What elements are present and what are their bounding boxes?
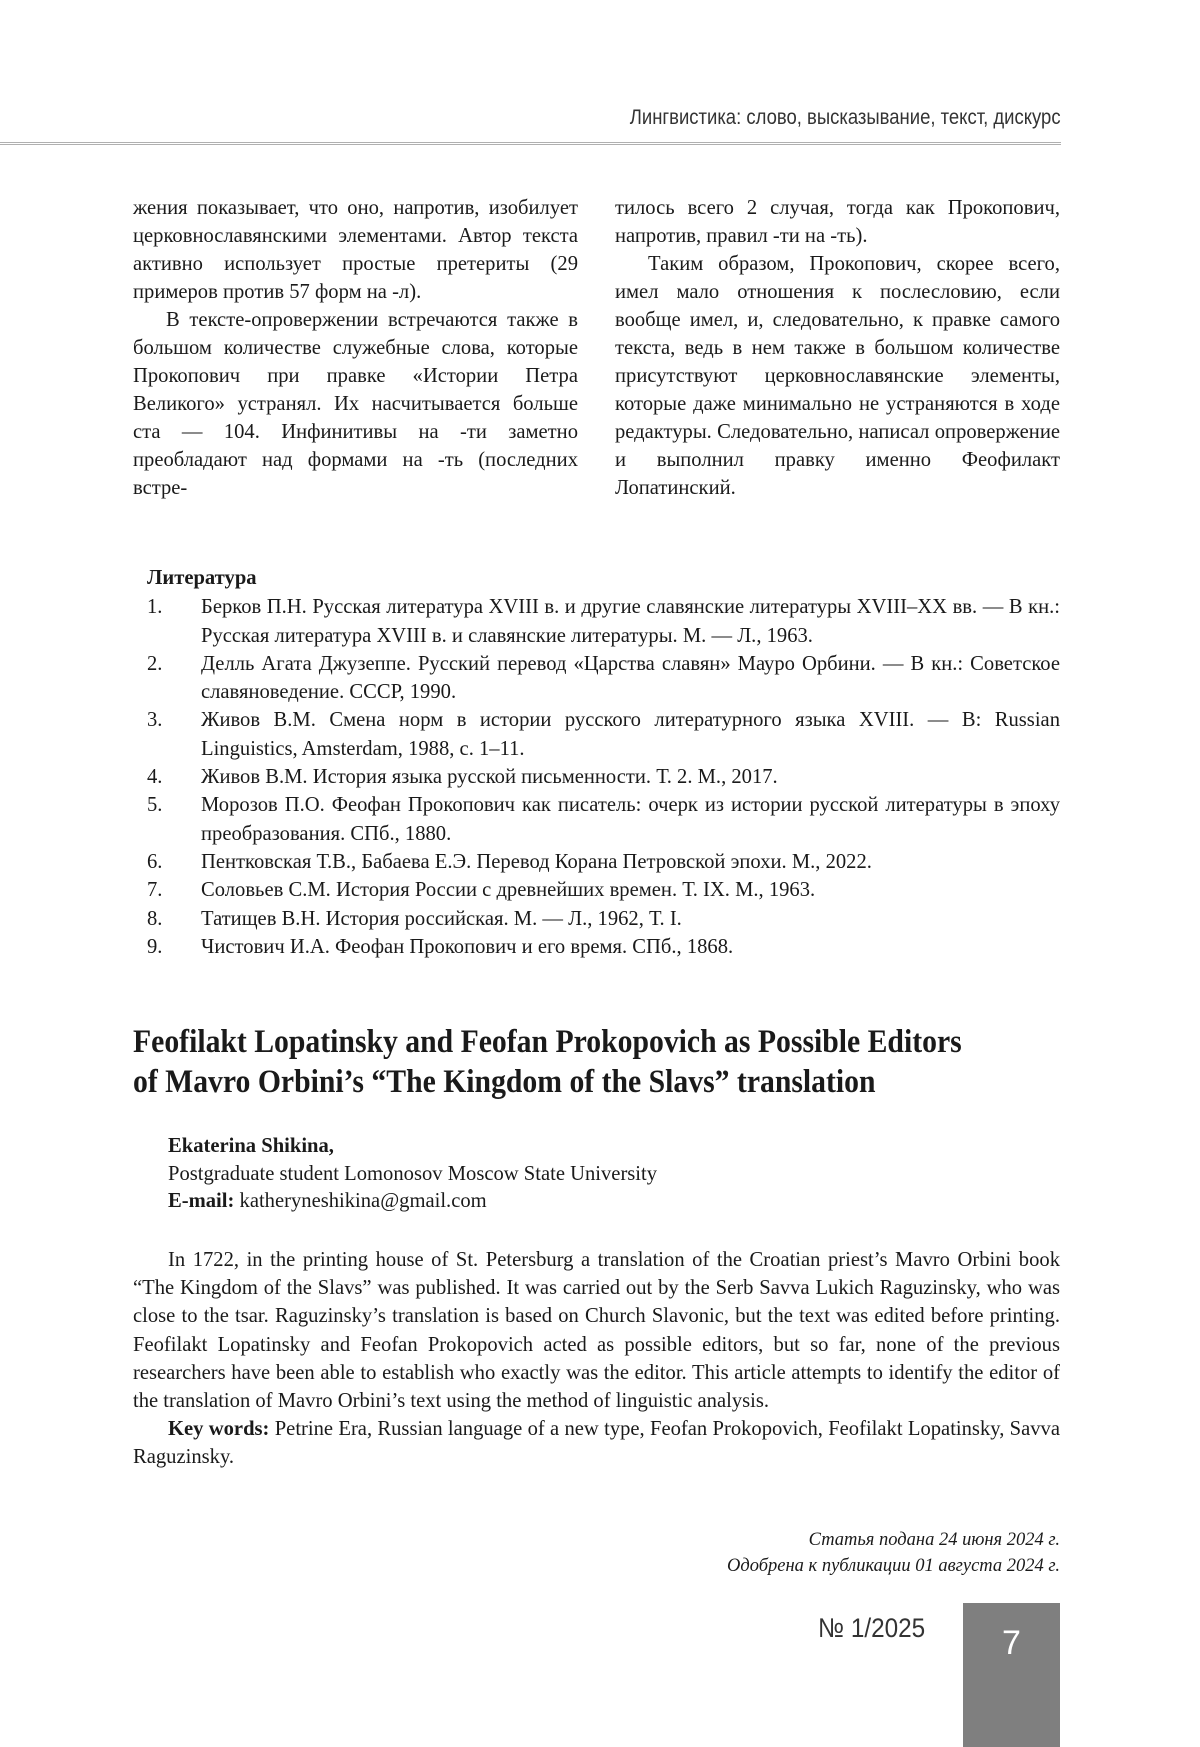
keywords-text: Petrine Era, Russian language of a new type, Feofan Prokopovich, Feofilakt Lopatinsky, Savva Raguzinsky. bbox=[133, 1418, 1060, 1469]
author-affiliation: Postgraduate student Lomonosov Moscow State University bbox=[168, 1162, 658, 1185]
reference-text: Берков П.Н. Русская литература XVIII в. и другие славянские литературы XVIII–XX вв. — В кн.: Русская литература XVIII в. и славянские литературы. М. — Л., 1963. bbox=[201, 596, 1060, 647]
reference-number: 1. bbox=[147, 596, 163, 619]
references-title: Литература bbox=[147, 567, 257, 589]
references-section bbox=[133, 564, 1060, 961]
reference-text: Татищев В.Н. История российская. М. — Л., 1962, Т. I. bbox=[201, 907, 682, 930]
reference-item bbox=[133, 706, 1060, 763]
right-paragraph-1: тилось всего 2 случая, тогда как Прокопович, напротив, правил -ти на -ть). bbox=[615, 197, 1060, 247]
reference-item bbox=[133, 593, 1060, 650]
abstract-text: In 1722, in the printing house of St. Petersburg a translation of the Croatian priest’s Mavro Orbini book “The Kingdom of the Slavs” was published. It was carried out by the Serb Savva Lukich Raguzinsky, who was close to the tsar. Raguzinsky’s translation is based on Church Slavonic, but the text was edited before printing. Feofilakt Lopatinsky and Feofan Prokopovich acted as possible editors, but so far, none of the previous researchers have been able to establish who exactly was the editor. This article attempts to identify the editor of the translation of Mavro Orbini’s text using the method of linguistic analysis. bbox=[133, 1249, 1060, 1413]
page-number-tab bbox=[963, 1603, 1060, 1747]
reference-item bbox=[133, 876, 1060, 904]
right-column bbox=[615, 194, 1060, 502]
author-email-line bbox=[168, 1188, 657, 1216]
reference-text: Живов В.М. Смена норм в истории русского литературного языка XVIII. — В: Russian Linguistics, Amsterdam, 1988, с. 1–11. bbox=[201, 709, 1060, 760]
english-article-title bbox=[133, 1022, 1015, 1102]
header-divider bbox=[0, 142, 1061, 145]
reference-number: 2. bbox=[147, 652, 163, 675]
reference-text: Соловьев С.М. История России с древнейших времен. Т. IX. М., 1963. bbox=[201, 879, 816, 902]
submitted-date: Статья подана 24 июня 2024 г. bbox=[808, 1530, 1060, 1550]
english-abstract bbox=[133, 1246, 1060, 1472]
body-columns bbox=[133, 194, 1060, 502]
reference-text: Делль Агата Джузеппе. Русский перевод «Царства славян» Мауро Орбини. — В кн.: Советское славяноведение. СССР, 1990. bbox=[201, 652, 1060, 704]
reference-text: Живов В.М. История языка русской письменности. Т. 2. М., 2017. bbox=[201, 766, 778, 789]
email-link[interactable]: katheryneshikina@gmail.com bbox=[239, 1190, 487, 1212]
submission-dates bbox=[727, 1527, 1060, 1579]
reference-number: 3. bbox=[147, 709, 163, 732]
approved-date: Одобрена к публикации 01 августа 2024 г. bbox=[727, 1556, 1060, 1576]
keywords-label: Key words: bbox=[168, 1418, 270, 1441]
reference-item bbox=[133, 905, 1060, 933]
reference-number: 9. bbox=[147, 935, 163, 958]
left-column bbox=[133, 194, 578, 502]
reference-text: Пентковская Т.В., Бабаева Е.Э. Перевод Корана Петровской эпохи. М., 2022. bbox=[201, 850, 872, 873]
email-label: E-mail: bbox=[168, 1190, 235, 1212]
running-title: Лингвистика: слово, высказывание, текст, дискурс bbox=[630, 106, 1061, 129]
references-list bbox=[133, 593, 1060, 961]
issue-number: № 1/2025 bbox=[818, 1613, 926, 1643]
reference-item bbox=[133, 933, 1060, 961]
reference-item bbox=[133, 763, 1060, 791]
left-paragraph-1: жения показывает, что оно, напротив, изобилует церковнославянскими элементами. Автор текста активно использует простые претериты (29 примеров против 57 форм на -л). bbox=[133, 197, 578, 303]
reference-number: 4. bbox=[147, 766, 163, 789]
reference-number: 6. bbox=[147, 850, 163, 873]
reference-item bbox=[133, 791, 1060, 848]
reference-number: 5. bbox=[147, 794, 163, 817]
right-paragraph-2: Таким образом, Прокопович, скорее всего, имел мало отношения к послесловию, если вообще имел, и, следовательно, к правке самого текста, ведь в нем также в большом количестве присутствуют церковнославянские элементы, которые даже минимально не устраняются в ходе редактуры. Следовательно, написал опровержение и выполнил правку именно Феофилакт Лопатинский. bbox=[615, 253, 1060, 499]
reference-text: Морозов П.О. Феофан Прокопович как писатель: очерк из истории русской литературы в эпоху преобразования. СПб., 1880. bbox=[201, 794, 1060, 845]
reference-number: 7. bbox=[147, 879, 163, 902]
left-paragraph-2: В тексте-опровержении встречаются также в большом количестве служебные слова, которые Прокопович при правке «Истории Петра Великого» устранял. Их насчитывается больше ста — 104. Инфинитивы на -ти заметно преобладают над формами на -ть (последних встре- bbox=[133, 309, 578, 499]
english-title-line-1: Feofilakt Lopatinsky and Feofan Prokopovich as Possible Editors bbox=[133, 1024, 962, 1060]
reference-item bbox=[133, 848, 1060, 876]
reference-number: 8. bbox=[147, 907, 163, 930]
reference-text: Чистович И.А. Феофан Прокопович и его время. СПб., 1868. bbox=[201, 935, 734, 958]
keywords-line bbox=[133, 1415, 1060, 1471]
page-number: 7 bbox=[1002, 1624, 1021, 1662]
reference-item bbox=[133, 650, 1060, 707]
author-name: Ekaterina Shikina, bbox=[168, 1135, 334, 1157]
author-block bbox=[168, 1133, 657, 1216]
english-title-line-2: of Mavro Orbini’s “The Kingdom of the Slavs” translation bbox=[133, 1064, 876, 1100]
